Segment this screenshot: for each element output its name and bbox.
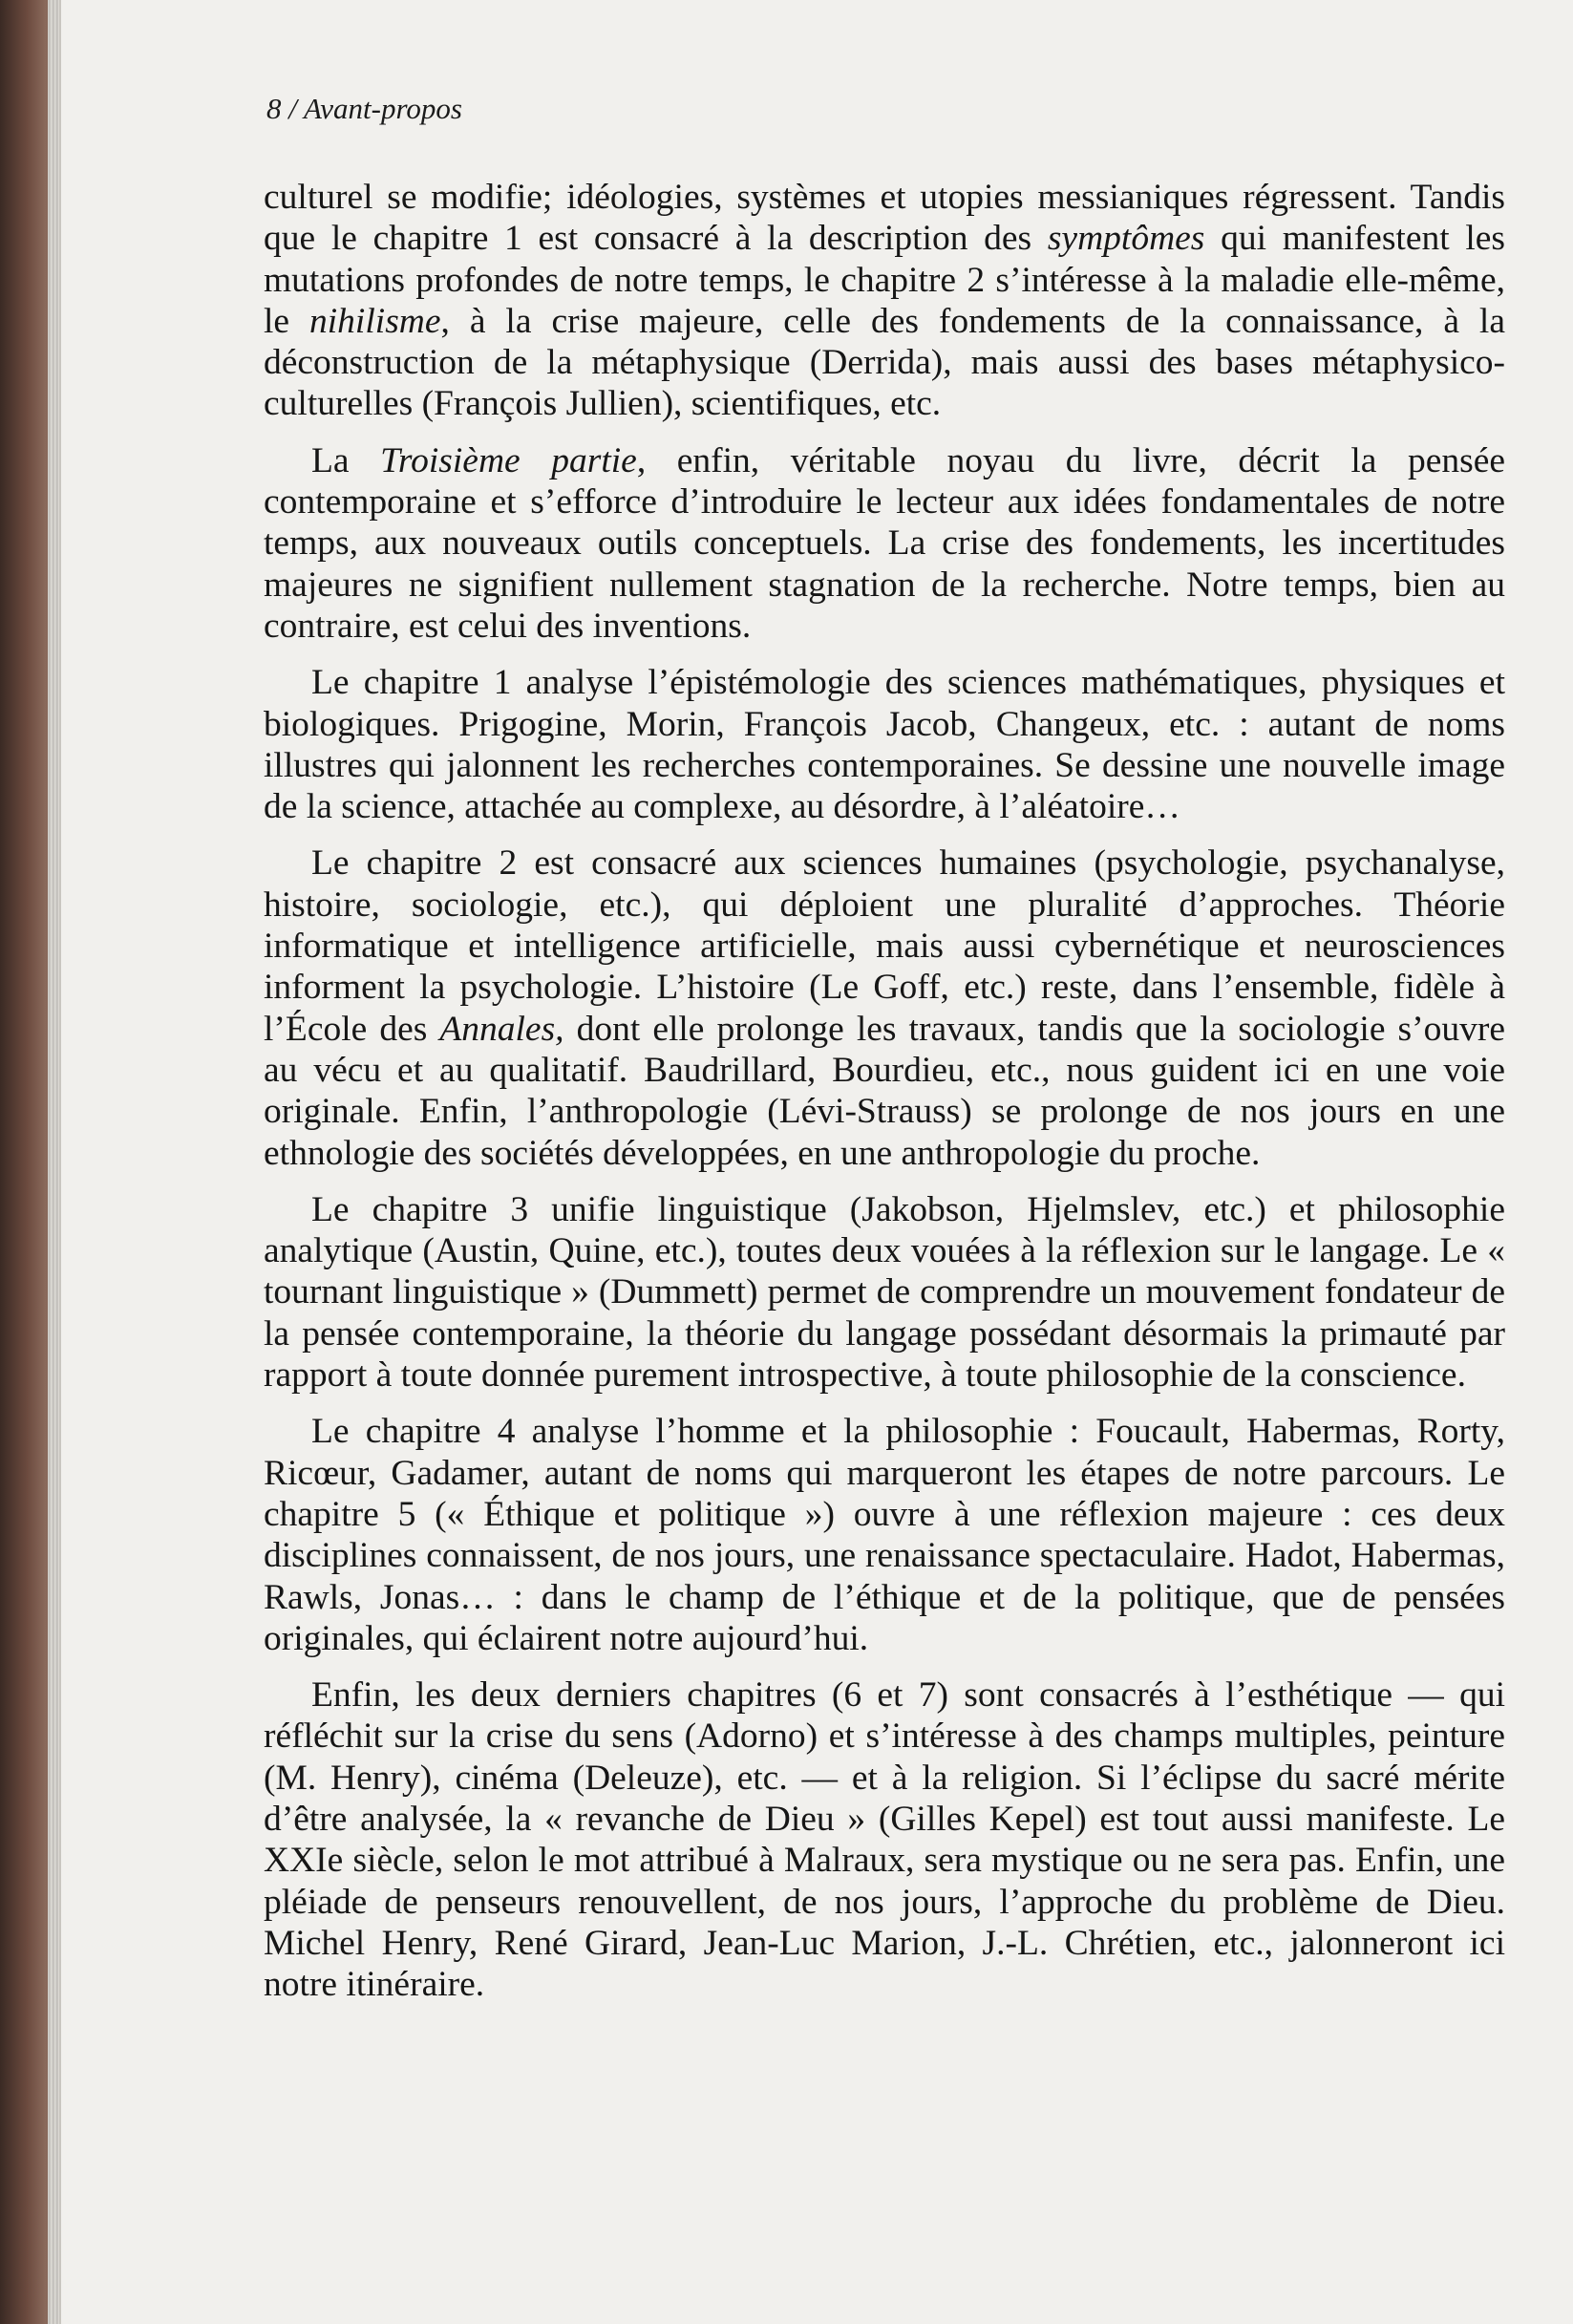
- text-segment: qui manifestent les mutations profondes de notre temps, le chapitre 2 s’intéresse à la maladie elle-même, le: [264, 219, 1505, 341]
- text-segment: culturel se modifie; idéologies, systèmes et utopies messianiques régressent. Tandis que le chapitre 1 est consacré à la description des: [264, 178, 1505, 259]
- paragraph: [264, 1674, 1505, 2005]
- text-segment: dont elle prolonge les travaux, tandis que la sociologie s’ouvre au vécu et au qualitatif. Baudrillard, Bourdieu, etc., nous guident ici en une voie originale. Enfin, l’anthropologie (Lévi-Strauss) se prolonge de nos jours en une ethnologie des sociétés développées, en une anthropologie du proche.: [264, 1009, 1505, 1173]
- paragraph: [264, 842, 1505, 1173]
- running-head: 8 / Avant-propos: [266, 92, 462, 125]
- book-page: [59, 0, 1573, 2324]
- text-segment: Le chapitre 4 analyse l’homme et la philosophie : Foucault, Habermas, Rorty, Ricœur, Gadamer, autant de noms qui marqueront les étapes de notre parcours. Le chapitre 5 (« Éthique et politique ») ouvre à une réflexion majeure : ces deux disciplines connaissent, de nos jours, une renaissance spectaculaire. Hadot, Habermas, Rawls, Jonas… : dans le champ de l’éthique et de la politique, que de pensées originales, qui éclairent notre aujourd’hui.: [264, 1412, 1505, 1658]
- paragraph: [264, 1411, 1505, 1659]
- paragraph: [264, 177, 1505, 425]
- text-segment: Le chapitre 2 est consacré aux sciences humaines (psychologie, psychanalyse, histoire, sociologie, etc.), qui déploient une pluralité d’approches. Théorie informatique et intelligence artificielle, mais aussi cybernétique et neurosciences informent la psychologie. L’histoire (Le Goff, etc.) reste, dans l’ensemble, fidèle à l’École des: [264, 843, 1505, 1049]
- text-segment: , à la crise majeure, celle des fondements de la connaissance, à la déconstruction de la métaphysique (Derrida), mais aussi des bases métaphysico-culturelles (François Jullien), scientifiques, etc.: [264, 301, 1505, 424]
- italic-term: Troisième partie: [380, 440, 637, 480]
- italic-term: symptômes: [1047, 219, 1205, 259]
- text-segment: Le chapitre 1 analyse l’épistémologie des sciences mathématiques, physiques et biologiques. Prigogine, Morin, François Jacob, Changeux, etc. : autant de noms illustres qui jalonnent les recherches contemporaines. Se dessine une nouvelle image de la science, attachée au complexe, au désordre, à l’aléatoire…: [264, 663, 1505, 827]
- paragraph: [264, 662, 1505, 827]
- italic-term: Annales,: [439, 1009, 564, 1049]
- text-segment: La: [311, 440, 381, 480]
- text-segment: Le chapitre 3 unifie linguistique (Jakobson, Hjelmslev, etc.) et philosophie analytique (Austin, Quine, etc.), toutes deux vouées à la réflexion sur le langage. Le « tournant linguistique » (Dummett) permet de comprendre un mouvement fondateur de la pensée contemporaine, la théorie du langage possédant désormais la primauté par rapport à toute donnée purement introspective, à toute philosophie de la conscience.: [264, 1189, 1505, 1396]
- paragraph: [264, 1189, 1505, 1396]
- text-segment: , enfin, véritable noyau du livre, décrit la pensée contemporaine et s’efforce d’introduire le lecteur aux idées fondamentales de notre temps, aux nouveaux outils conceptuels. La crise des fondements, les incertitudes majeures ne signifient nullement stagnation de la recherche. Notre temps, bien au contraire, est celui des inventions.: [264, 440, 1505, 646]
- body-text: [264, 177, 1505, 2020]
- paragraph: [264, 440, 1505, 647]
- italic-term: nihilisme: [309, 301, 441, 341]
- text-segment: Enfin, les deux derniers chapitres (6 et 7) sont consacrés à l’esthétique — qui réfléchit sur la crise du sens (Adorno) et s’intéresse à des champs multiples, peinture (M. Henry), cinéma (Deleuze), etc. — et à la religion. Si l’éclipse du sacré mérite d’être analysée, la « revanche de Dieu » (Gilles Kepel) est tout aussi manifeste. Le XXIe siècle, selon le mot attribué à Malraux, sera mystique ou ne sera pas. Enfin, une pléiade de penseurs renouvellent, de nos jours, l’approche du problème de Dieu. Michel Henry, René Girard, Jean-Luc Marion, J.-L. Chrétien, etc., jalonneront ici notre itinéraire.: [264, 1675, 1505, 2005]
